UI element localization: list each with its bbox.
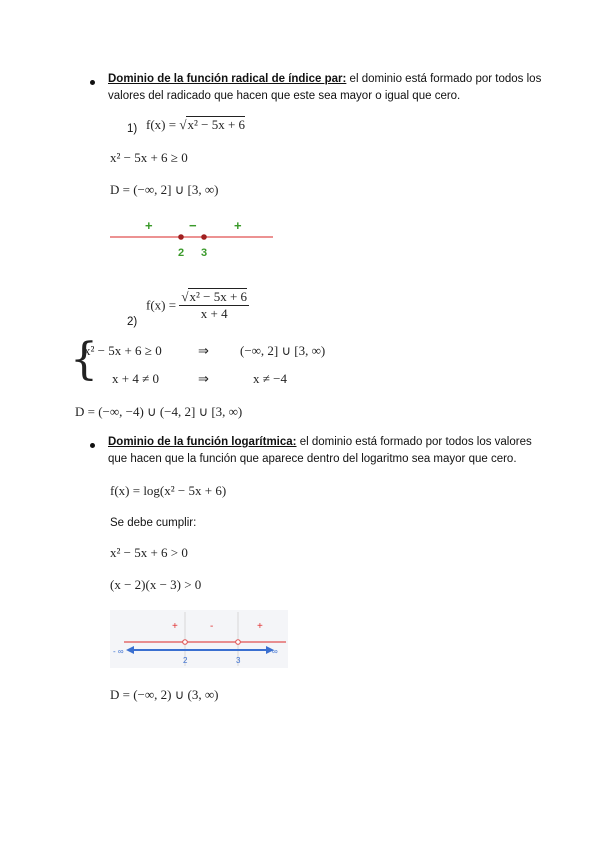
example2-fraction: $\frac{\text{√x² − 5x + 6}}{x + 4}$ <box>181 289 248 321</box>
sign-plus-right: + <box>257 621 263 632</box>
axis-label-2: 2 <box>183 656 188 665</box>
label-2: 2 <box>178 247 185 259</box>
chart-background <box>110 610 288 668</box>
system-row2-arrow: ⇒ <box>198 371 209 386</box>
example1-function: f(x) = √x² − 5x + 6 <box>146 117 246 132</box>
section1-title: Dominio de la función radical de índice par: <box>108 73 347 85</box>
sign-plus-right: + <box>234 218 242 233</box>
system-row1-right: (−∞, 2] ∪ [3, ∞) <box>240 343 326 358</box>
section2-text-line1: el dominio está formado por todos los valores <box>296 436 532 448</box>
example1-function-radicand: x² − 5x + 6 <box>187 117 246 132</box>
section2-sign-chart <box>110 610 290 670</box>
example2-function-den: x + 4 <box>200 306 228 321</box>
sign-minus: - <box>210 621 214 632</box>
section1-paragraph <box>108 71 548 105</box>
section2-inequality: x² − 5x + 6 > 0 <box>110 545 188 560</box>
sign-minus: − <box>189 218 197 233</box>
label-3: 3 <box>201 247 208 259</box>
example1-function-lhs: f(x) = <box>146 117 180 132</box>
section2-factored: (x − 2)(x − 3) > 0 <box>110 577 202 592</box>
section2-domain: D = (−∞, 2) ∪ (3, ∞) <box>110 687 219 702</box>
section2-paragraph <box>108 434 548 468</box>
axis-label-3: 3 <box>236 656 241 665</box>
section1-text-line1: el dominio está formado por todos los <box>346 73 542 85</box>
example1-inequality: x² − 5x + 6 ≥ 0 <box>110 150 188 165</box>
section2-condition-label: Se debe cumplir: <box>110 517 197 529</box>
system-row2-right: x ≠ −4 <box>253 371 287 386</box>
example2-function-num: x² − 5x + 6 <box>189 289 248 304</box>
bullet-1 <box>90 80 95 85</box>
example2-function-lhs: f(x) = <box>146 297 180 313</box>
point-3 <box>201 234 207 240</box>
system-row2-left: x + 4 ≠ 0 <box>112 371 159 386</box>
section2-function: f(x) = log(x² − 5x + 6) <box>110 483 227 498</box>
section2-title: Dominio de la función logarítmica: <box>108 436 297 448</box>
bullet-2 <box>90 443 95 448</box>
sign-plus-left: + <box>145 218 153 233</box>
open-point-2 <box>183 640 188 645</box>
section1-text-line2: valores del radicado que hacen que este sea mayor o igual que cero. <box>108 90 461 102</box>
sign-plus-left: + <box>172 621 178 632</box>
point-2 <box>178 234 184 240</box>
example1-domain: D = (−∞, 2] ∪ [3, ∞) <box>110 182 219 197</box>
example1-number: 1) <box>127 123 138 135</box>
axis-label-minus-infinity: - ∞ <box>113 647 124 656</box>
system-row1-left: x² − 5x + 6 ≥ 0 <box>84 343 162 358</box>
axis-label-infinity: ∞ <box>272 647 278 656</box>
example2-domain: D = (−∞, −4) ∪ (−4, 2] ∪ [3, ∞) <box>75 404 243 419</box>
example1-sign-chart <box>105 215 285 265</box>
example2-function <box>146 289 249 322</box>
open-point-3 <box>236 640 241 645</box>
system-brace: { <box>70 334 98 385</box>
section2-text-line2: que hacen que la función que aparece dentro del logaritmo sea mayor que cero. <box>108 453 517 465</box>
example2-number: 2) <box>127 316 138 328</box>
system-row1-arrow: ⇒ <box>198 343 209 358</box>
